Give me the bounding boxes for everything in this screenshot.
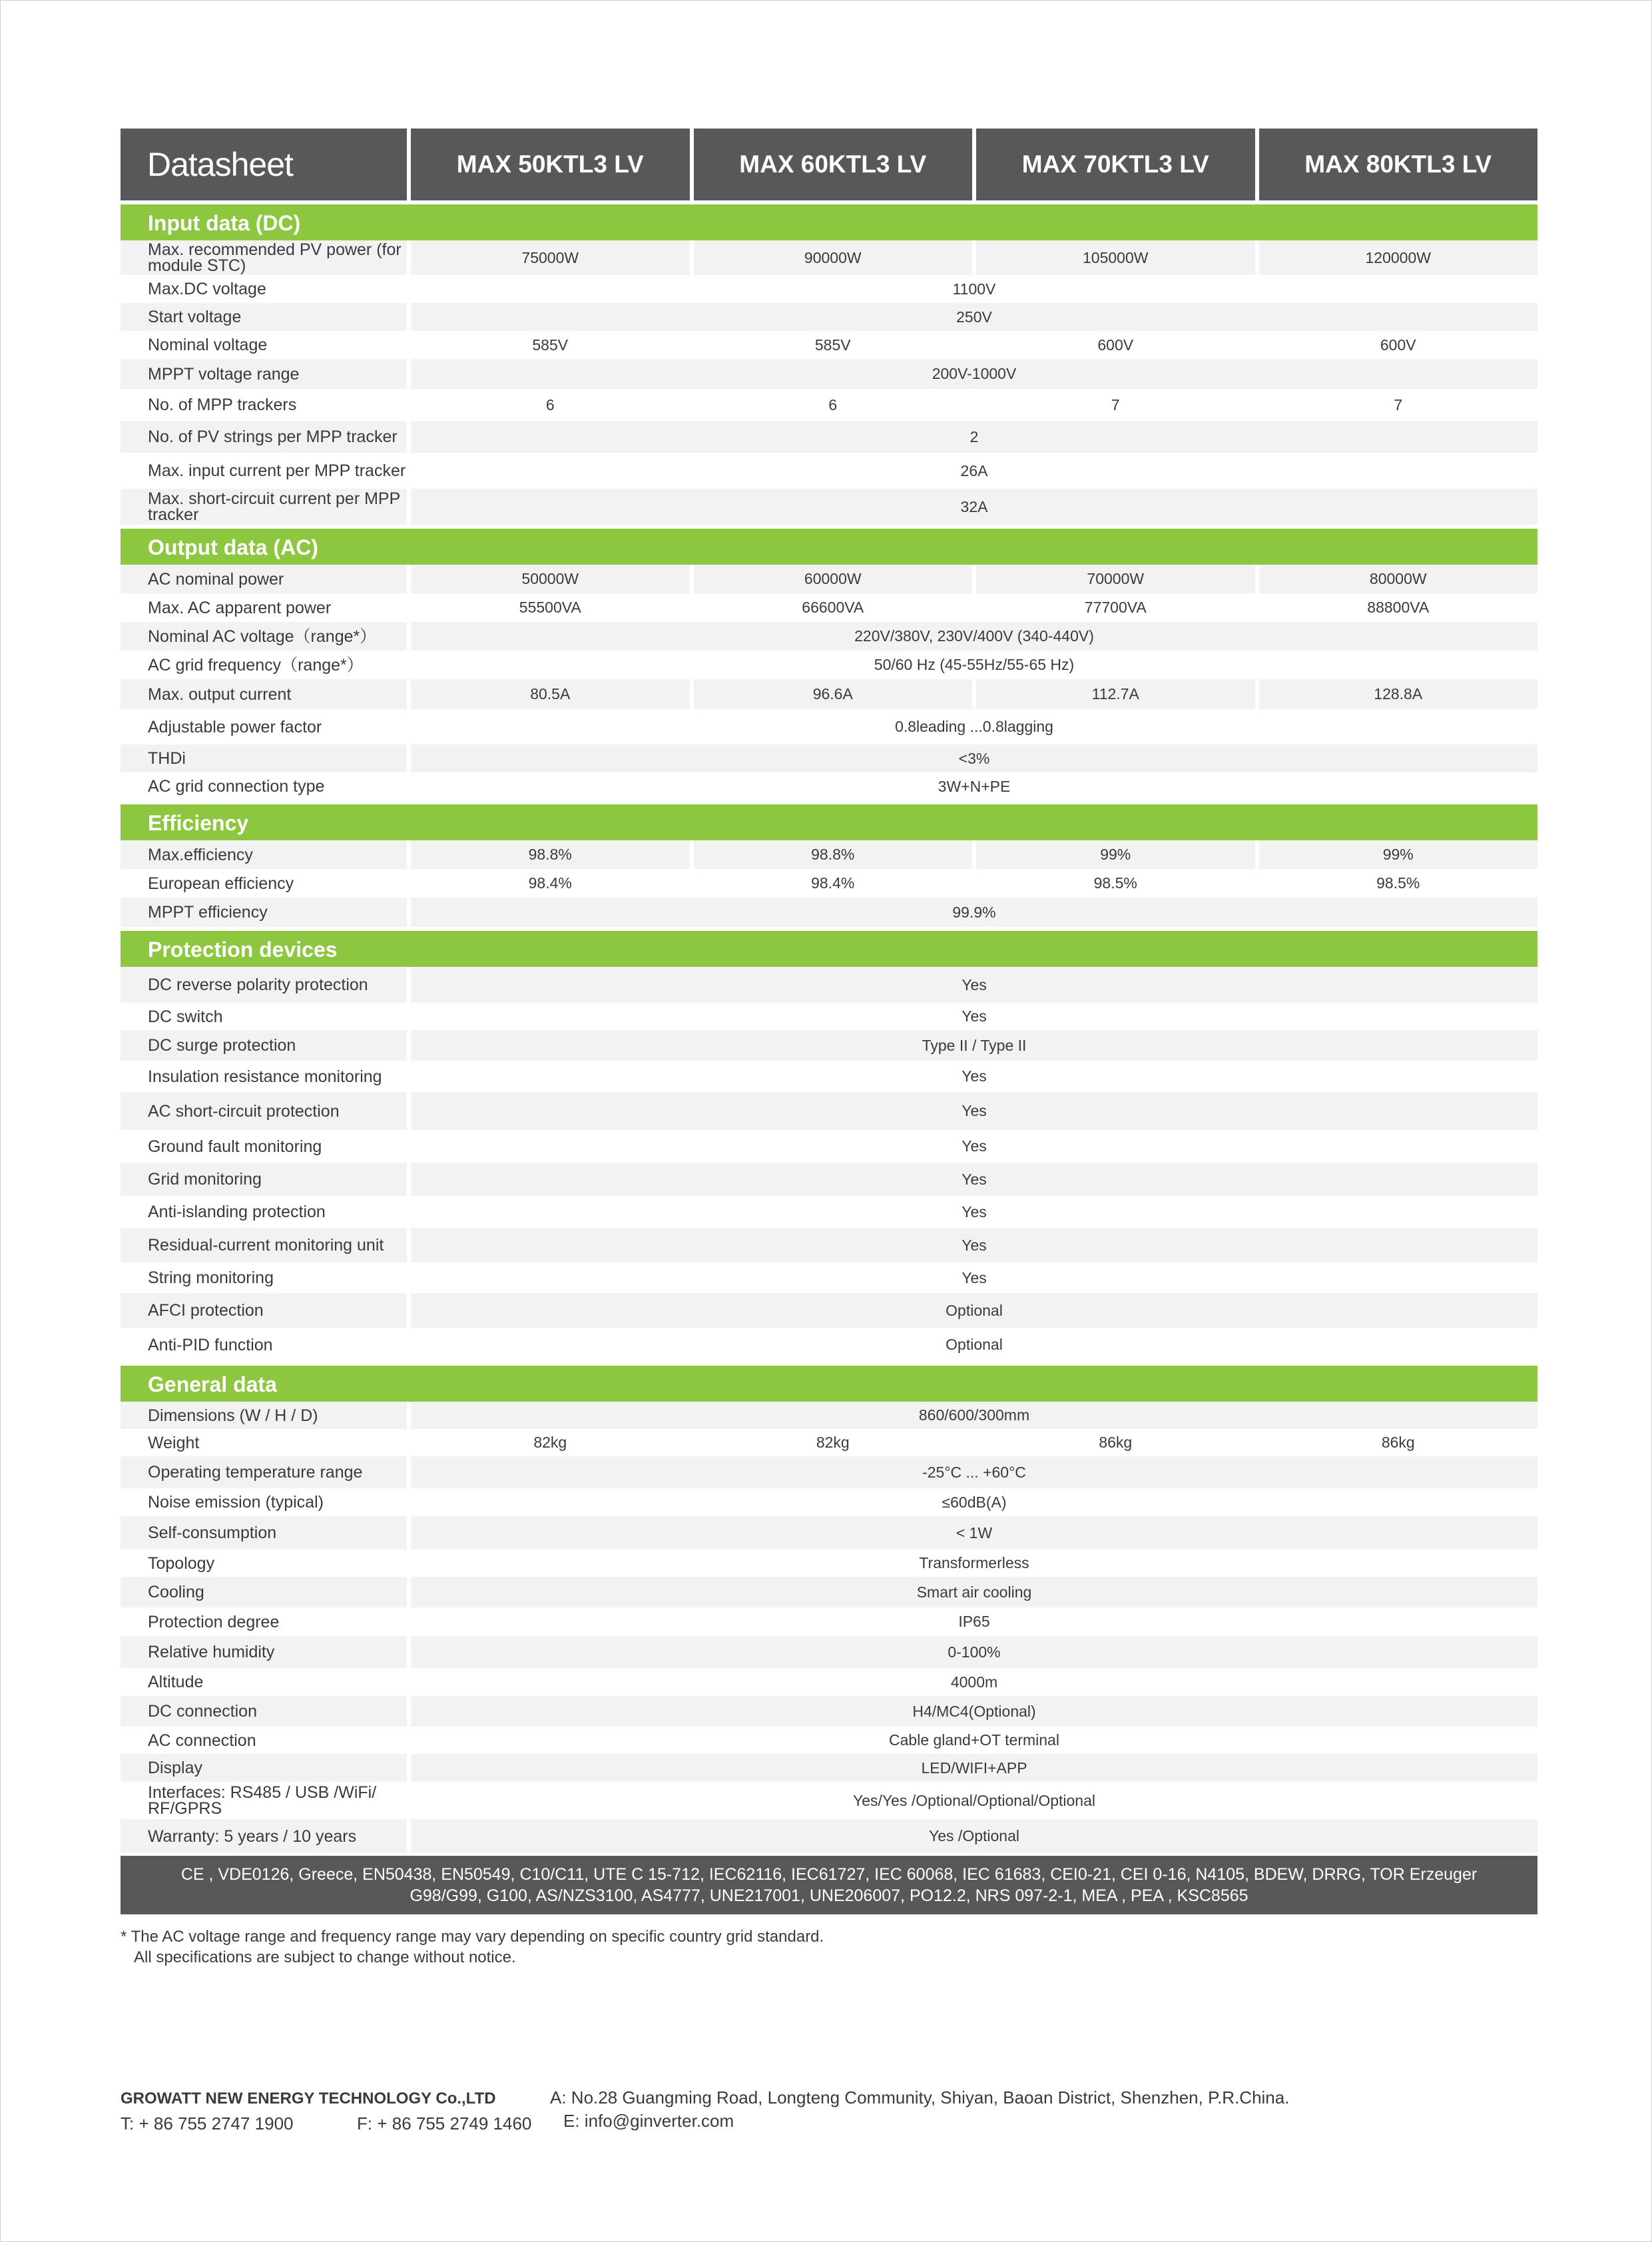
table-row [121, 1196, 1537, 1228]
row-label: AC short-circuit protection [121, 1092, 407, 1130]
footnote-line: * The AC voltage range and frequency range may vary depending on specific country grid standard. [121, 1928, 824, 1946]
value-cell: 6 [828, 396, 838, 414]
value-cell: 82kg [816, 1434, 850, 1451]
footnote [121, 1926, 1537, 1968]
row-label: Start voltage [121, 303, 407, 331]
value-cell-merged: Yes [962, 1007, 987, 1025]
datasheet-title: Datasheet [121, 129, 407, 200]
table-row [121, 1030, 1537, 1061]
table-row [121, 967, 1537, 1003]
table-row [121, 359, 1537, 389]
value-cell: 585V [532, 336, 569, 354]
table-row [121, 565, 1537, 593]
table-row [121, 421, 1537, 453]
model-header: MAX 80KTL3 LV [1259, 129, 1538, 200]
row-label: DC connection [121, 1696, 407, 1727]
table-row [121, 1293, 1537, 1328]
value-cell-merged: Smart air cooling [411, 1577, 1537, 1607]
table-row [121, 1819, 1537, 1853]
value-cell: 88800VA [1367, 599, 1430, 616]
value-cell-merged: H4/MC4(Optional) [411, 1696, 1537, 1727]
certifications-line: G98/G99, G100, AS/NZS3100, AS4777, UNE217001, UNE206007, PO12.2, NRS 097-2-1, MEA , PEA , KSC8565 [410, 1886, 1248, 1905]
value-cell: 70000W [976, 565, 1255, 593]
row-label: Self-consumption [121, 1516, 407, 1549]
value-cell-merged: Transformerless [919, 1554, 1029, 1571]
row-label: Adjustable power factor [148, 717, 322, 736]
row-label: Display [121, 1754, 407, 1782]
table-row [121, 303, 1537, 331]
value-cell: 80000W [1259, 565, 1538, 593]
row-label: Max.efficiency [121, 840, 407, 869]
row-label: AFCI protection [121, 1293, 407, 1328]
table-row [121, 1130, 1537, 1163]
footnote-line: All specifications are subject to change without notice. [134, 1948, 516, 1966]
value-cell: 98.5% [1093, 874, 1137, 892]
table-row [121, 593, 1537, 622]
row-label: Max. output current [121, 679, 407, 709]
value-cell-merged: 220V/380V, 230V/400V (340-440V) [411, 622, 1537, 651]
table-row [121, 1402, 1537, 1429]
row-label: No. of PV strings per MPP tracker [121, 421, 407, 453]
table-row [121, 1429, 1537, 1456]
row-label: Noise emission (typical) [148, 1493, 324, 1512]
value-cell: 86kg [1381, 1434, 1415, 1451]
table-row [121, 1696, 1537, 1727]
table-row [121, 1456, 1537, 1488]
value-cell-merged: Yes [962, 1203, 987, 1221]
table-row [121, 1488, 1537, 1516]
value-cell-merged: Yes /Optional [411, 1819, 1537, 1853]
value-cell-merged: IP65 [958, 1613, 990, 1630]
row-label: European efficiency [148, 874, 294, 893]
row-label: Anti-islanding protection [148, 1203, 326, 1221]
table-row [121, 389, 1537, 421]
value-cell-merged: 99.9% [411, 898, 1537, 927]
value-cell: 86kg [1099, 1434, 1133, 1451]
section-header: Protection devices [121, 931, 1537, 967]
row-label: Grid monitoring [121, 1163, 407, 1196]
value-cell-merged: 26A [960, 461, 988, 479]
value-cell-merged: Yes [962, 1067, 987, 1085]
row-label: Max. recommended PV power (for module STC) [121, 240, 407, 275]
value-cell-merged: 2 [411, 421, 1537, 453]
value-cell-merged: 50/60 Hz (45-55Hz/55-65 Hz) [874, 656, 1075, 673]
company-email[interactable]: E: info@ginverter.com [563, 2111, 734, 2131]
row-label: Weight [148, 1433, 200, 1452]
table-row [121, 1262, 1537, 1293]
table-row [121, 744, 1537, 772]
value-cell: 98.4% [811, 874, 855, 892]
company-fax: F: + 86 755 2749 1460 [357, 2113, 532, 2133]
table-row [121, 331, 1537, 359]
certifications-bar [121, 1856, 1537, 1914]
value-cell: 98.8% [694, 840, 973, 869]
table-row [121, 869, 1537, 898]
table-row [121, 1516, 1537, 1549]
row-label: Operating temperature range [121, 1456, 407, 1488]
value-cell: 99% [976, 840, 1255, 869]
value-cell-merged: Yes [962, 1137, 987, 1155]
value-cell-merged: 0.8leading ...0.8lagging [895, 718, 1053, 735]
company-name: GROWATT NEW ENERGY TECHNOLOGY Co.,LTD [121, 2090, 496, 2107]
table-row [121, 1061, 1537, 1092]
row-label: Max.DC voltage [148, 280, 266, 298]
table-row [121, 1228, 1537, 1262]
value-cell: 75000W [411, 240, 690, 275]
row-label: AC nominal power [121, 565, 407, 593]
value-cell: 66600VA [802, 599, 864, 616]
table-row [121, 275, 1537, 303]
value-cell: 77700VA [1084, 599, 1147, 616]
table-row [121, 453, 1537, 489]
value-cell-merged: Yes [962, 1268, 987, 1286]
value-cell: 105000W [976, 240, 1255, 275]
table-row [121, 1092, 1537, 1130]
table-row [121, 1577, 1537, 1607]
row-label: Warranty: 5 years / 10 years [121, 1819, 407, 1853]
table-row [121, 679, 1537, 709]
table-row [121, 622, 1537, 651]
section-header: Output data (AC) [121, 529, 1537, 565]
table-row [121, 1328, 1537, 1362]
value-cell-merged: Optional [411, 1293, 1537, 1328]
table-row [121, 1754, 1537, 1782]
value-cell-merged: 200V-1000V [411, 359, 1537, 389]
value-cell-merged: 860/600/300mm [411, 1402, 1537, 1429]
row-label: MPPT efficiency [121, 898, 407, 927]
row-label: Topology [148, 1553, 215, 1573]
value-cell-merged: 3W+N+PE [938, 777, 1011, 795]
row-label: Protection degree [148, 1612, 280, 1631]
table-row [121, 1727, 1537, 1754]
value-cell-merged: -25°C ... +60°C [411, 1456, 1537, 1488]
value-cell: 82kg [533, 1434, 567, 1451]
value-cell: 128.8A [1259, 679, 1538, 709]
value-cell: 120000W [1259, 240, 1538, 275]
value-cell: 98.5% [1376, 874, 1420, 892]
value-cell-merged: Yes [411, 1228, 1537, 1262]
section-header: Efficiency [121, 804, 1537, 840]
datasheet-table [121, 129, 1537, 1968]
value-cell-merged: Yes/Yes /Optional/Optional/Optional [853, 1791, 1095, 1809]
value-cell-merged: Yes [411, 967, 1537, 1003]
table-row [121, 1782, 1537, 1819]
table-row [121, 240, 1537, 275]
certifications-line: CE , VDE0126, Greece, EN50438, EN50549, C10/C11, UTE C 15-712, IEC62116, IEC61727, IEC 60068, IEC 61683, CEI0-21, CEI 0-16, N4105, BDEW, DRRG, TOR Erzeuger [180, 1865, 1478, 1884]
row-label: Ground fault monitoring [148, 1137, 322, 1156]
value-cell-merged: ≤60dB(A) [942, 1493, 1007, 1511]
value-cell: 6 [545, 396, 555, 414]
row-label: DC reverse polarity protection [121, 967, 407, 1003]
row-label: AC grid connection type [148, 777, 325, 796]
value-cell-merged: Cable gland+OT terminal [889, 1731, 1059, 1749]
row-label: Max. AC apparent power [148, 598, 332, 617]
company-phone: T: + 86 755 2747 1900 [121, 2113, 294, 2133]
value-cell-merged: <3% [411, 744, 1537, 772]
row-label: Nominal voltage [148, 336, 268, 354]
row-label: Max. input current per MPP tracker [148, 461, 406, 480]
value-cell-merged: 1100V [952, 280, 996, 298]
row-label: No. of MPP trackers [148, 396, 297, 414]
row-label: Relative humidity [121, 1636, 407, 1668]
value-cell: 98.8% [411, 840, 690, 869]
model-header: MAX 70KTL3 LV [976, 129, 1255, 200]
table-row [121, 840, 1537, 869]
table-row [121, 489, 1537, 525]
value-cell-merged: Yes [411, 1092, 1537, 1130]
value-cell-merged: 0-100% [411, 1636, 1537, 1668]
value-cell: 60000W [694, 565, 973, 593]
value-cell-merged: < 1W [411, 1516, 1537, 1549]
value-cell: 80.5A [411, 679, 690, 709]
row-label: Dimensions (W / H / D) [121, 1402, 407, 1429]
table-row [121, 1163, 1537, 1196]
row-label: AC connection [148, 1731, 256, 1750]
row-label: Residual-current monitoring unit [121, 1228, 407, 1262]
value-cell-merged: LED/WIFI+APP [411, 1754, 1537, 1782]
row-label: Insulation resistance monitoring [148, 1067, 382, 1086]
model-header: MAX 50KTL3 LV [411, 129, 690, 200]
table-row [121, 1668, 1537, 1696]
row-label: Interfaces: RS485 / USB /WiFi/ RF/GPRS [148, 1783, 377, 1818]
table-row [121, 1003, 1537, 1030]
value-cell: 585V [814, 336, 851, 354]
value-cell: 112.7A [976, 679, 1255, 709]
value-cell: 96.6A [694, 679, 973, 709]
row-label: DC surge protection [121, 1030, 407, 1061]
value-cell: 7 [1111, 396, 1120, 414]
row-label: Anti-PID function [148, 1335, 273, 1354]
value-cell: 600V [1097, 336, 1134, 354]
value-cell: 99% [1259, 840, 1538, 869]
row-label: MPPT voltage range [121, 359, 407, 389]
section-header: Input data (DC) [121, 204, 1537, 240]
value-cell: 600V [1380, 336, 1416, 354]
table-body [121, 204, 1537, 1853]
row-label: String monitoring [148, 1268, 274, 1287]
table-row [121, 772, 1537, 800]
value-cell: 7 [1394, 396, 1403, 414]
table-row [121, 1549, 1537, 1577]
table-row [121, 1607, 1537, 1636]
value-cell-merged: 4000m [950, 1673, 998, 1691]
value-cell: 90000W [694, 240, 973, 275]
value-cell-merged: Type II / Type II [411, 1030, 1537, 1061]
row-label: AC grid frequency（range*） [148, 655, 364, 675]
value-cell-merged: 250V [411, 303, 1537, 331]
row-label: Nominal AC voltage（range*） [121, 622, 407, 651]
table-row [121, 1636, 1537, 1668]
model-header: MAX 60KTL3 LV [694, 129, 973, 200]
section-header: General data [121, 1366, 1537, 1402]
value-cell: 50000W [411, 565, 690, 593]
value-cell: 98.4% [528, 874, 572, 892]
table-row [121, 898, 1537, 927]
value-cell-merged: Optional [946, 1336, 1003, 1353]
row-label: Max. short-circuit current per MPP tracker [121, 489, 407, 525]
table-header [121, 129, 1537, 200]
value-cell-merged: Yes [411, 1163, 1537, 1196]
row-label: Cooling [121, 1577, 407, 1607]
table-row [121, 651, 1537, 679]
company-address: A: No.28 Guangming Road, Longteng Community, Shiyan, Baoan District, Shenzhen, P.R.China. [550, 2088, 1290, 2107]
row-label: DC switch [148, 1007, 223, 1026]
value-cell-merged: 32A [411, 489, 1537, 525]
row-label: Altitude [148, 1673, 204, 1691]
value-cell: 55500VA [519, 599, 581, 616]
row-label: THDi [121, 744, 407, 772]
table-row [121, 709, 1537, 744]
